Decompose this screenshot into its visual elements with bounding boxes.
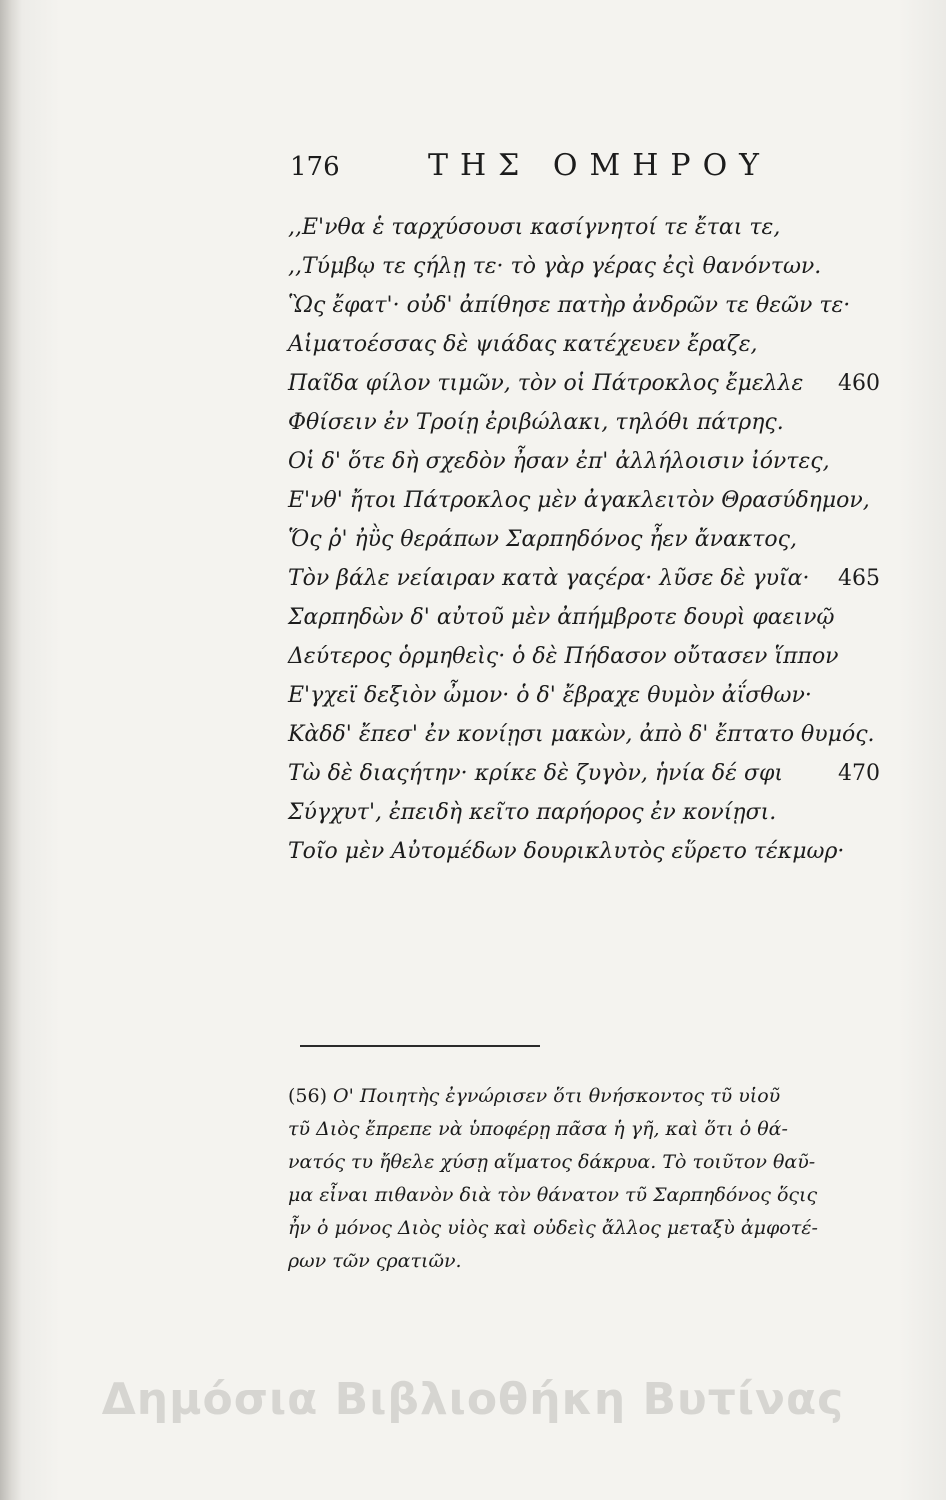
verse-line [288, 286, 908, 325]
verse-text: Τοῖο μὲν Αὐτομέδων δουρικλυτὸς εὕρετο τέκμωρ· [288, 839, 845, 864]
footnote-text: ἦν ὁ μόνος Διὸς υἱὸς καὶ οὐδεὶς ἄλλος μεταξὺ ἀμφοτέ- [288, 1217, 818, 1239]
verse-text: Κὰδδ' ἔπεσ' ἐν κονίῃσι μακὼν, ἀπὸ δ' ἔπτατο θυμός. [288, 722, 875, 747]
verse-text: Φθίσειν ἐν Τροίῃ ἐριβώλακι, τηλόθι πάτρης. [288, 410, 784, 435]
verse-line [288, 481, 908, 520]
verse-text: Ὣς ἔφατ'· οὐδ' ἀπίθησε πατὴρ ἀνδρῶν τε θεῶν τε· [288, 293, 851, 318]
verse-line [288, 715, 908, 754]
verse-line [288, 793, 908, 832]
verse-line [288, 208, 908, 247]
verse-line [288, 247, 908, 286]
footnote-marker: (56) [288, 1085, 334, 1107]
verse-block [288, 208, 908, 871]
verse-text: ,,Ε'νθα ἑ ταρχύσουσι κασίγνητοί τε ἔται τε, [288, 215, 781, 240]
footnote-text: τῦ Διὸς ἔπρεπε νὰ ὑποφέρῃ πᾶσα ἡ γῆ, καὶ ὅτι ὁ θά- [288, 1118, 788, 1140]
verse-text: Ε'νθ' ἤτοι Πάτροκλος μὲν ἀγακλειτὸν Θρασύδημον, [288, 488, 870, 513]
footnote-line [288, 1113, 900, 1146]
verse-line [288, 325, 908, 364]
page-header [290, 148, 810, 188]
verse-line [288, 559, 908, 598]
line-number: 460 [838, 371, 880, 396]
line-number: 465 [838, 566, 880, 591]
verse-line [288, 403, 908, 442]
line-number: 470 [838, 761, 880, 786]
verse-text: Τὼ δὲ διαςήτην· κρίκε δὲ ζυγὸν, ἡνία δέ σφι [288, 761, 784, 786]
verse-line [288, 520, 908, 559]
verse-text: ,,Τύμβῳ τε ςήλῃ τε· τὸ γὰρ γέρας ἐςὶ θανόντων. [288, 254, 822, 279]
footnote-line [288, 1245, 900, 1278]
library-watermark: Δημόσια Βιβλιοθήκη Βυτίνας [101, 1374, 845, 1425]
verse-text: Σαρπηδὼν δ' αὐτοῦ μὲν ἀπήμβροτε δουρὶ φαεινῷ [288, 605, 835, 630]
verse-text: Ε'γχεϊ δεξιὸν ὦμον· ὁ δ' ἔβραχε θυμὸν ἀΐσθων· [288, 683, 812, 708]
verse-text: Ὅς ῥ' ἠῢς θεράπων Σαρπηδόνος ἦεν ἄνακτος, [288, 527, 797, 552]
footnote-divider [300, 1045, 540, 1047]
footnote-line [288, 1080, 900, 1113]
footnote-text: νατός τυ ἤθελε χύσῃ αἵματος δάκρυα. Τὸ τοιῦτον θαῦ- [288, 1151, 816, 1173]
verse-line [288, 754, 908, 793]
page-spine-shadow [0, 0, 22, 1500]
footnote-text: Ο' Ποιητὴς ἐγνώρισεν ὅτι θνήσκοντος τῦ υἱοῦ [333, 1085, 781, 1107]
verse-text: Τὸν βάλε νείαιραν κατὰ γαςέρα· λῦσε δὲ γυῖα· [288, 566, 810, 591]
verse-text: Αἱματοέσσας δὲ ψιάδας κατέχευεν ἔραζε, [288, 332, 758, 357]
footnote-line [288, 1212, 900, 1245]
page-number: 176 [290, 152, 340, 182]
verse-line [288, 832, 908, 871]
footnote [288, 1080, 900, 1278]
footnote-text: ρων τῶν ςρατιῶν. [288, 1250, 462, 1272]
footnote-line [288, 1146, 900, 1179]
verse-line [288, 364, 908, 403]
footnote-text: μα εἶναι πιθανὸν διὰ τὸν θάνατον τῦ Σαρπηδόνος ὅςις [288, 1184, 818, 1206]
verse-text: Παῖδα φίλον τιμῶν, τὸν οἱ Πάτροκλος ἔμελλε [288, 371, 804, 396]
footnote-line [288, 1179, 900, 1212]
verse-line [288, 676, 908, 715]
verse-text: Οἱ δ' ὅτε δὴ σχεδὸν ἦσαν ἐπ' ἀλλήλοισιν ἰόντες, [288, 449, 830, 474]
verse-text: Δεύτερος ὁρμηθεὶς· ὁ δὲ Πήδασον οὔτασεν ἵππον [288, 644, 839, 669]
verse-line [288, 598, 908, 637]
verse-line [288, 442, 908, 481]
verse-line [288, 637, 908, 676]
verse-text: Σύγχυτ', ἐπειδὴ κεῖτο παρήορος ἐν κονίῃσι. [288, 800, 777, 825]
running-title: ΤΗΣ ΟΜΗΡΟΥ [428, 148, 771, 183]
